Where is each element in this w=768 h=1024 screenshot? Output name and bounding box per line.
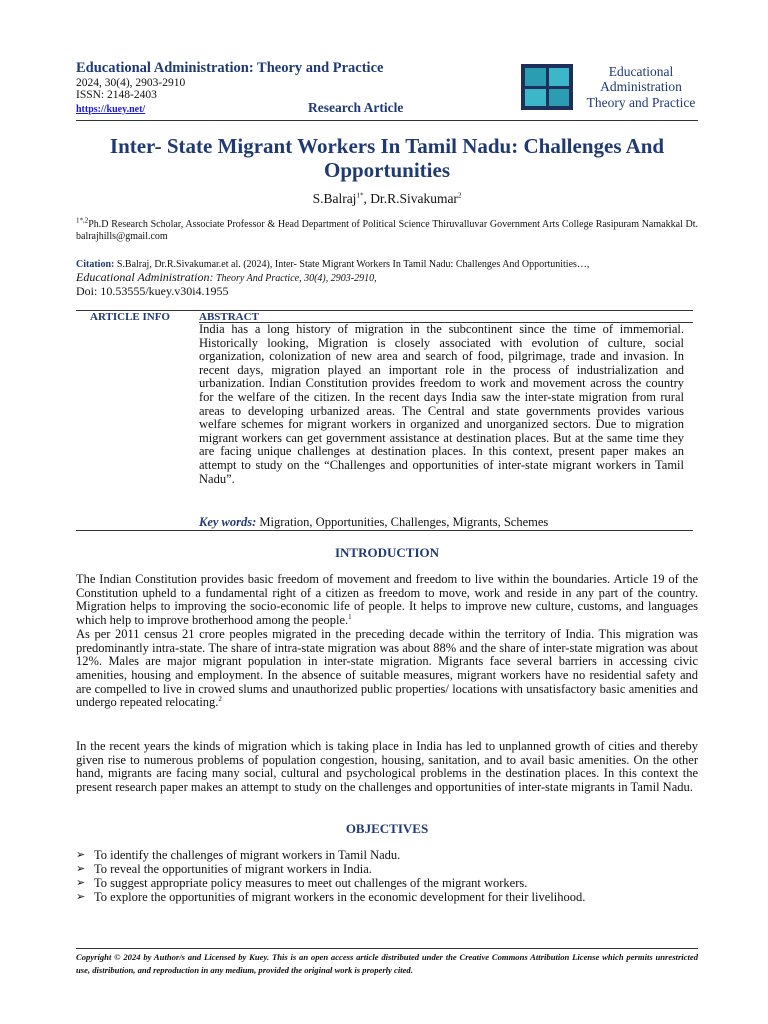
article-info-heading: ARTICLE INFO [90, 311, 170, 323]
keywords-text: Migration, Opportunities, Challenges, Migrants, Schemes [256, 515, 549, 529]
author-separator: , [363, 191, 371, 206]
article-type: Research Article [308, 100, 404, 115]
abstract-text: India has a long history of migration in the subcontinent since the time of immemorial. Historically looking, Migration is closely associated with evolution of culture, social organization, colonization of new area and search of food, pilgrimage, trade and invasion. In recent days, migration played an important role in the process of industrialization and urbanization. Indian Constitution provides freedom to work and movement across the country for the welfare of the citizen. In the recent days India saw the inter-state migration from rural areas to developing urbanized areas. The Central and state governments provides various welfare schemes for migrant workers in organized and unorganized sectors. Due to migration migrant workers can get government assistance at destination places. But at the same time they are facing unique challenges at destination places. In this context, present paper makes an attempt to study on the “Challenges and opportunities of inter-state migrant workers in Tamil Nadu”. [199, 322, 684, 486]
journal-volume: 2024, 30(4), 2903-2910 [76, 77, 186, 89]
keywords-label: Key words: [199, 515, 257, 529]
introduction-heading: INTRODUCTION [334, 545, 439, 560]
logo-line: Theory and Practice [586, 94, 696, 110]
introduction-paragraph [76, 573, 698, 710]
list-item-text: To explore the opportunities of migrant workers in the economic development for their livelihood. [94, 890, 586, 904]
journal-header [76, 60, 696, 120]
affiliation-text: Ph.D Research Scholar, Associate Professor & Head Department of Political Science Thiruvalluvar Government Arts College Rasipuram Namakkal Dt. balrajhills@gmail.com [76, 219, 698, 242]
list-item [76, 862, 698, 876]
citation-journal: Educational Administration: [76, 270, 214, 284]
journal-name: Educational Administration: Theory and Practice [76, 60, 384, 76]
journal-link[interactable]: https://kuey.net/ [76, 104, 146, 115]
abstract-heading: ABSTRACT [199, 311, 259, 323]
author-superscript: 2 [457, 191, 462, 200]
affiliation [76, 216, 698, 243]
list-item [76, 890, 698, 904]
introduction-paragraph: In the recent years the kinds of migration which is taking place in India has led to unplanned growth of cities and thereby given rise to numerous problems of population congestion, housing, sanitation, and to avail basic amenities. On the other hand, migrants are facing many social, cultural and psychological problems in the destination places. In this context the present research paper makes an attempt to study on the challenges and opportunities of inter-state migrants in Tamil Nadu. [76, 739, 698, 795]
author-name: Dr.R.Sivakumar [370, 191, 458, 206]
list-item [76, 848, 698, 862]
logo-text [575, 64, 707, 111]
objectives-heading: OBJECTIVES [345, 821, 429, 836]
arrow-bullet-icon: ➢ [76, 891, 86, 903]
header-divider [76, 120, 698, 121]
table-rule [76, 530, 693, 531]
list-item-text: To suggest appropriate policy measures to meet out challenges of the migrant workers. [94, 876, 528, 890]
logo-mark-icon [521, 64, 573, 110]
arrow-bullet-icon: ➢ [76, 877, 86, 889]
citation-text: S.Balraj, Dr.R.Sivakumar.et al. (2024), Inter- State Migrant Workers In Tamil Nadu: Challenges And Opportunities…, [114, 259, 590, 270]
list-item-text: To identify the challenges of migrant workers in Tamil Nadu. [94, 848, 401, 862]
footer-divider [76, 948, 698, 949]
affiliation-superscript: 1*,2 [76, 216, 89, 225]
author-list [76, 191, 698, 207]
footnote-ref: 1 [348, 612, 352, 621]
objectives-list [76, 848, 698, 904]
logo-line: Administration [600, 79, 682, 95]
journal-logo [521, 62, 707, 112]
arrow-bullet-icon: ➢ [76, 863, 86, 875]
paragraph-text: The Indian Constitution provides basic freedom of movement and freedom to live within the boundaries. Article 19 of the Constitution upheld to a fundamental right of a citizen as freedom to move, work and reside in any part of the country. Migration helps to improving the socio-economic life of people. It helps to improve new culture, customs, and languages which help to improve brotherhood among the people. [76, 572, 698, 628]
logo-line: Educational [608, 63, 674, 79]
paragraph-text: As per 2011 census 21 crore peoples migrated in the preceding decade within the territory of India. This migration was predominantly intra-state. The share of intra-state migration was about 88% and the share of inter-state migration was about 12%. Males are major migrant population in inter-state migration. Migrants face several barriers in accessing civic amenities, housing and employment. In the absence of suitable measures, migrant workers have no residential safety and are compelled to live in crowed slums and unauthorized public properties/ locations with unsatisfactory basic amenities and undergo repeated relocating. [76, 626, 698, 710]
journal-meta [76, 77, 185, 101]
citation-doi: Doi: 10.53555/kuey.v30i4.1955 [76, 284, 229, 298]
citation-block [76, 258, 698, 298]
journal-issn: ISSN: 2148-2403 [76, 89, 157, 101]
paper-title: Inter- State Migrant Workers In Tamil Nadu: Challenges And Opportunities [109, 134, 665, 182]
list-item [76, 876, 698, 890]
author-superscript: 1* [356, 191, 364, 200]
arrow-bullet-icon: ➢ [76, 849, 86, 861]
citation-label: Citation: [76, 259, 115, 270]
keywords [199, 515, 548, 530]
copyright-notice: Copyright © 2024 by Author/s and Licensed by Kuey. This is an open access article distributed under the Creative Commons Attribution License which permits unrestricted use, distribution, and reproduction in any medium, provided the original work is properly cited. [76, 952, 698, 975]
author-name: S.Balraj [312, 191, 357, 206]
footnote-ref: 2 [218, 695, 222, 704]
list-item-text: To reveal the opportunities of migrant workers in India. [94, 862, 372, 876]
citation-text: Theory And Practice, 30(4), 2903-2910, [213, 273, 377, 284]
